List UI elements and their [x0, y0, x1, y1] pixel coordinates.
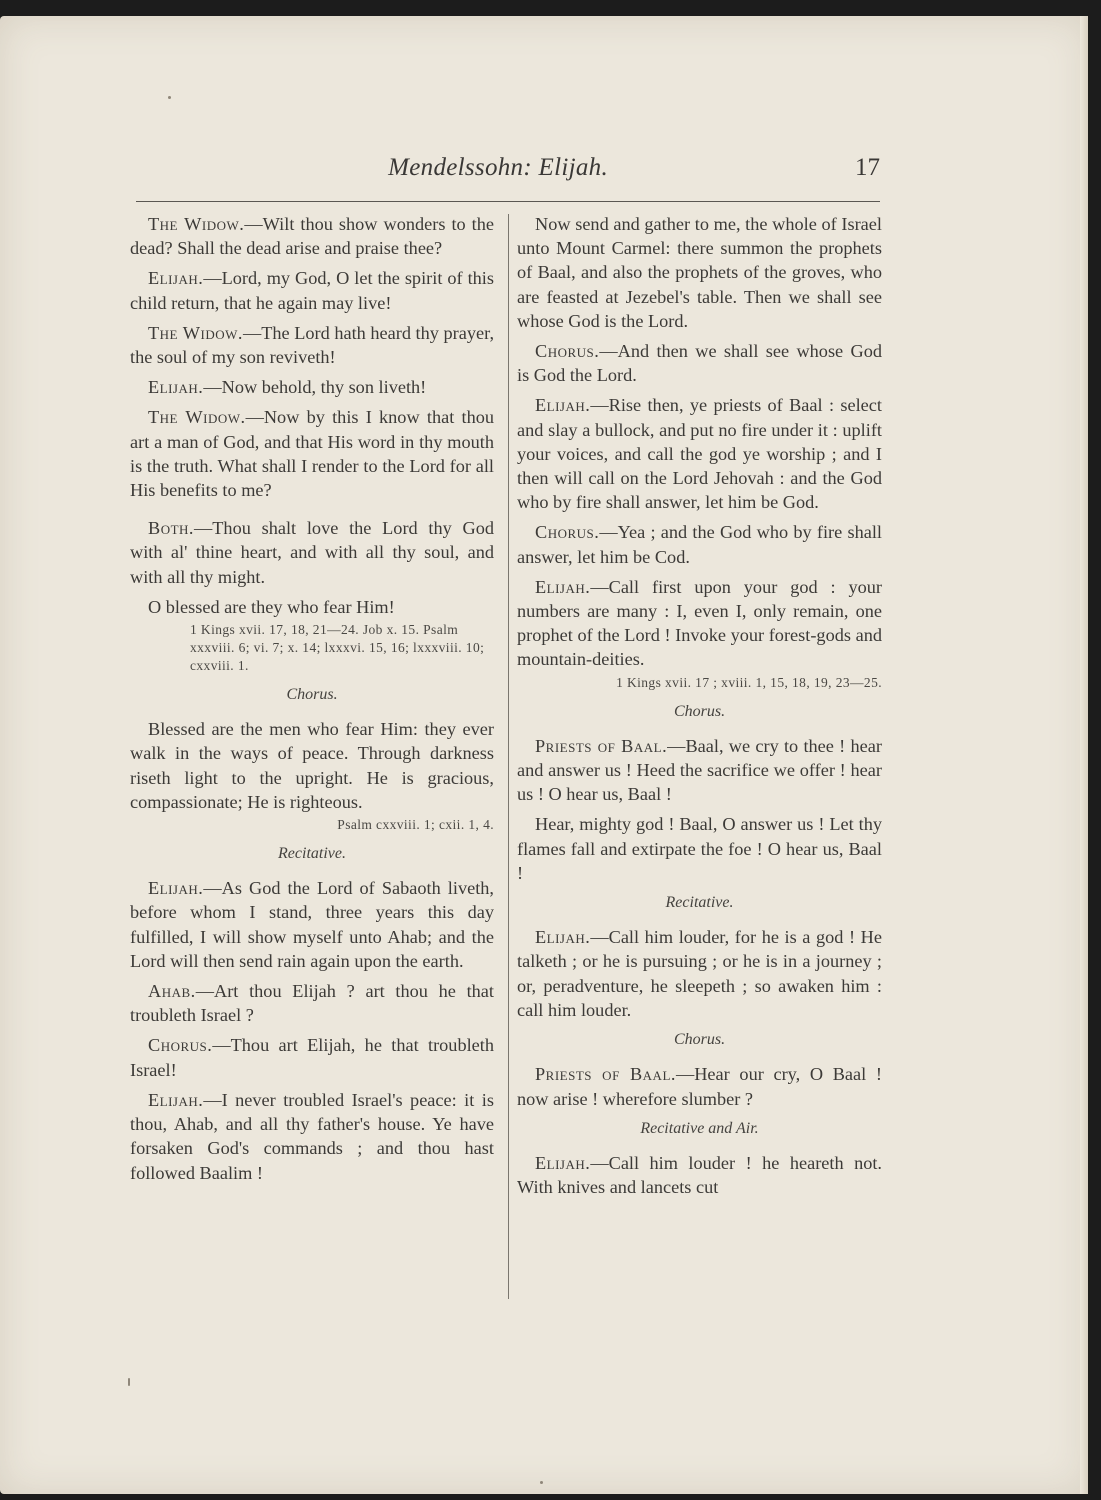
speaker-name: Elijah.: [535, 927, 591, 948]
speech-text: —Rise then, ye priests of Baal : select and slay a bullock, and put no fire under it : uplift your voices, and call the god ye worship ; and I then will call on the Lord Jehovah : and the God who by fire shall answer, let him be God.: [517, 395, 882, 513]
speech-text: —Art thou Elijah ? art thou he that troubleth Israel ?: [130, 981, 494, 1026]
document-page: [0, 16, 1088, 1494]
paragraph: [517, 393, 882, 514]
speaker-name: The Widow.: [148, 407, 246, 428]
section-heading: Recitative.: [665, 894, 734, 912]
scripture-reference: 1 Kings xvii. 17 ; xviii. 1, 15, 18, 19, 23—25.: [616, 674, 882, 690]
paragraph: [517, 520, 882, 568]
speaker-name: Elijah.: [148, 878, 204, 899]
left-column: [130, 212, 494, 1191]
speech-text: —Now by this I know that thou art a man of God, and that His word in thy mouth is the truth. What shall I render to the Lord for all His benefits to me?: [130, 407, 494, 501]
paragraph: [130, 266, 494, 314]
speech-text: —Call him louder, for he is a god ! He talketh ; or he is pursuing ; or he is in a journey ; or, peradventure, he sleepeth ; so awaken him : call him louder.: [517, 927, 882, 1020]
paragraph: [517, 1062, 882, 1110]
paragraph: [517, 812, 882, 885]
speech-text: —Thou art Elijah, he that troubleth Israel!: [130, 1035, 494, 1080]
paragraph: [517, 734, 882, 807]
speech-text: —Now behold, thy son liveth!: [203, 377, 427, 398]
speaker-name: Elijah.: [535, 1152, 591, 1173]
speech-text: —Thou shalt love the Lord thy God with al' thine heart, and with all thy soul, and with all thy might.: [130, 518, 494, 587]
scripture-reference: Psalm cxxviii. 1; cxii. 1, 4.: [337, 817, 494, 833]
section-heading: Chorus.: [673, 1031, 726, 1049]
speech-text: —Wilt thou show wonders to the dead? Shall the dead arise and praise thee?: [130, 214, 494, 259]
section-heading: Recitative and Air.: [640, 1119, 759, 1137]
running-title: Mendelssohn: Elijah.: [388, 154, 608, 181]
paragraph: [130, 212, 494, 260]
paragraph: [517, 925, 882, 1022]
speaker-name: Chorus.: [535, 341, 600, 362]
speaker-name: Chorus.: [535, 522, 600, 543]
paragraph: [130, 595, 494, 619]
scripture-reference: 1 Kings xvii. 17, 18, 21—24. Job x. 15. Psalm xxxviii. 6; vi. 7; x. 14; lxxxvi. 15, 16; lxxxviii. 10; cxxviii. 1.: [190, 622, 485, 674]
section-heading: Chorus.: [286, 686, 338, 704]
speaker-name: Priests of Baal.: [535, 1064, 676, 1085]
paper-speck: [128, 1378, 130, 1386]
speech-text: Now send and gather to me, the whole of Israel unto Mount Carmel: there summon the prophets of Baal, and also the prophets of the groves, who are feasted at Jezebel's table. Then we shall see whose God is the Lord.: [517, 214, 882, 331]
page-header: [136, 154, 880, 194]
paragraph: [130, 717, 494, 814]
speech-text: Hear, mighty god ! Baal, O answer us ! Let thy flames fall and extirpate the foe ! O hear us, Baal !: [517, 814, 882, 883]
column-divider: [508, 214, 509, 1299]
header-rule: [136, 201, 880, 202]
speech-text: —As God the Lord of Sabaoth liveth, before whom I stand, three years this day fulfilled, I will show myself unto Ahab; and the Lord will then send rain again upon the earth.: [130, 878, 494, 971]
speaker-name: The Widow.: [148, 322, 243, 343]
section-heading: Recitative.: [278, 845, 346, 863]
paper-speck: [168, 96, 171, 99]
speaker-name: Elijah.: [535, 395, 591, 416]
speech-text: O blessed are they who fear Him!: [148, 596, 395, 617]
paragraph: [130, 516, 494, 589]
paragraph: [517, 212, 882, 333]
speaker-name: Ahab.: [148, 981, 196, 1002]
speaker-name: Both.: [148, 518, 194, 539]
speaker-name: Priests of Baal.: [535, 735, 668, 756]
paragraph: [130, 321, 494, 369]
paper-speck: [540, 1481, 543, 1484]
paragraph: [130, 405, 494, 502]
section-heading: Chorus.: [673, 702, 726, 720]
speaker-name: Elijah.: [535, 576, 591, 597]
speaker-name: The Widow.: [148, 214, 245, 234]
right-column: [517, 212, 882, 1205]
speaker-name: Elijah.: [148, 377, 204, 398]
paragraph: [130, 375, 494, 399]
speech-text: —I never troubled Israel's peace: it is thou, Ahab, and all thy father's house. Ye have forsaken God's commands ; and thou hast followed Baalim !: [130, 1089, 494, 1183]
paragraph: [130, 1088, 494, 1185]
paragraph: [130, 979, 494, 1027]
speaker-name: Chorus.: [148, 1035, 213, 1056]
speech-text: —Lord, my God, O let the spirit of this child return, that he again may live!: [130, 268, 494, 313]
speaker-name: Elijah.: [148, 1089, 204, 1110]
paragraph: [517, 339, 882, 387]
speech-text: —The Lord hath heard thy prayer, the soul of my son reviveth!: [130, 322, 495, 368]
speech-text: Blessed are the men who fear Him: they ever walk in the ways of peace. Through darkness riseth light to the upright. He is gracious, compassionate; He is righteous.: [130, 719, 494, 812]
speech-text: —And then we shall see whose God is God the Lord.: [517, 341, 882, 386]
paragraph: [130, 1033, 494, 1081]
page-number: 17: [855, 154, 880, 181]
speaker-name: Elijah.: [148, 268, 204, 289]
speech-text: —Call first upon your god : your numbers are many : I, even I, only remain, one prophet of the Lord ! Invoke your forest-gods and mountain-deities.: [517, 576, 882, 670]
speech-text: —Yea ; and the God who by fire shall answer, let him be Cod.: [517, 522, 882, 567]
paragraph: [517, 1151, 882, 1199]
speech-text: —Call him louder ! he heareth not. With knives and lancets cut: [517, 1152, 882, 1198]
speech-text: —Hear our cry, O Baal ! now arise ! wherefore slumber ?: [517, 1064, 882, 1109]
speech-text: —Baal, we cry to thee ! hear and answer us ! Heed the sacrifice we offer ! hear us ! O hear us, Baal !: [517, 735, 882, 805]
paragraph: [517, 575, 882, 672]
paragraph: [130, 876, 494, 973]
